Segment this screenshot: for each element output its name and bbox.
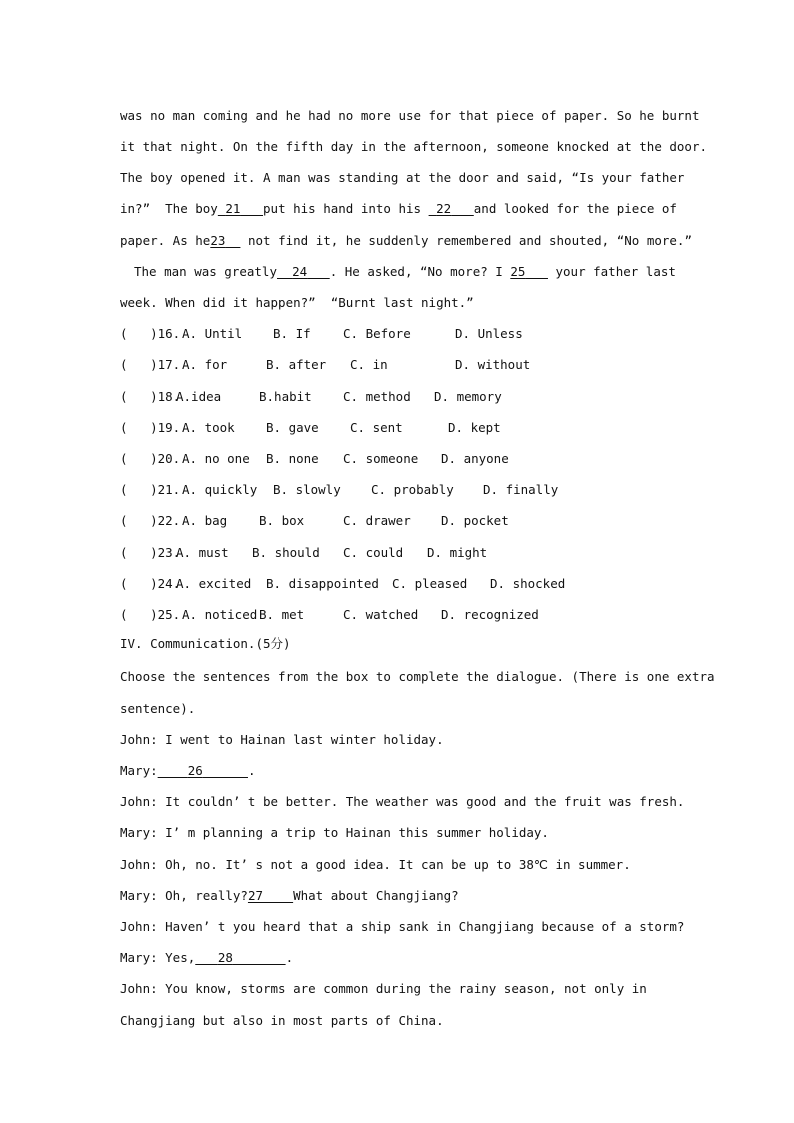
question-number: ( )24. [120,576,181,591]
option-a: A. took [182,420,235,435]
dialogue-line: Changjiang but also in most parts of China. [120,1013,444,1028]
option-b: B. none [266,451,319,466]
question-number: ( )18. [120,389,181,404]
option-c: C. method [343,389,411,404]
option-c: C. probably [371,482,454,497]
blank-number: 21 [225,201,241,216]
text: not find it, he suddenly remembered and shouted, “No more.” [240,233,692,248]
option-d: D. without [455,357,531,372]
speaker-text: Mary: Oh, really? [120,888,248,903]
text: . [247,763,256,778]
option-c: C. someone [343,451,419,466]
passage-line-2: it that night. On the fifth day in the afternoon, someone knocked at the door. [120,139,707,154]
dialogue-line: John: Haven’ t you heard that a ship sank in Changjiang because of a storm? [120,919,685,934]
blank-22 [429,201,474,216]
option-a: A. for [182,357,228,372]
option-b: B. should [252,545,320,560]
text: What about Changjiang? [293,888,459,903]
question-number: ( )25. [120,607,181,622]
dialogue-line: John: You know, storms are common during the rainy season, not only in [120,981,647,996]
question-number: ( )16. [120,326,181,341]
dialogue-line: John: It couldn’ t be better. The weather was good and the fruit was fresh. [120,794,685,809]
dialogue-line [120,950,293,966]
blank-26 [158,763,248,778]
option-a: A. bag [182,513,228,528]
option-c: C. sent [350,420,403,435]
option-d: D. might [427,545,488,560]
passage-line-4 [120,201,677,217]
option-c: C. watched [343,607,419,622]
text: and looked for the piece of [473,201,677,216]
dialogue-line: Mary: I’ m planning a trip to Hainan this summer holiday. [120,825,549,840]
option-c: C. could [343,545,404,560]
option-c: C. Before [343,326,411,341]
dialogue-line [120,888,459,904]
option-a: A. must [176,545,229,560]
option-b: B. disappointed [266,576,379,591]
option-c: C. in [350,357,388,372]
blank-number: 28 [217,950,233,965]
blank-28 [195,950,285,965]
blank-number: 25 [510,264,526,279]
dialogue-line: John: I went to Hainan last winter holiday. [120,732,444,747]
section-heading: IV. Communication.(5分) [120,636,291,651]
blank-number: 24 [292,264,308,279]
blank-number: 26 [187,763,203,778]
option-a: A. Until [182,326,243,341]
blank-25 [510,264,548,279]
passage-line-7: week. When did it happen?” “Burnt last night.” [120,295,474,310]
option-b: B. gave [266,420,319,435]
blank-24 [277,264,330,279]
option-a: A.idea [176,389,222,404]
instruction-line-1: Choose the sentences from the box to complete the dialogue. (There is one extra [120,669,715,684]
option-d: D. pocket [441,513,509,528]
instruction-line-2: sentence). [120,701,196,716]
text: put his hand into his [263,201,429,216]
option-b: B. after [266,357,327,372]
passage-line-6 [134,264,676,280]
text: . He asked, “No more? I [329,264,511,279]
blank-23 [210,233,240,248]
option-d: D. finally [483,482,559,497]
option-a: A. noticed [182,607,258,622]
blank-27 [248,888,293,903]
option-b: B.habit [259,389,312,404]
text: your father last [547,264,676,279]
option-a: A. no one [182,451,250,466]
option-a: A. excited [176,576,252,591]
speaker-text: Mary: [120,763,158,778]
passage-line-3: The boy opened it. A man was standing at the door and said, “Is your father [120,170,685,185]
question-number: ( )23. [120,545,181,560]
dialogue-line: John: Oh, no. It’ s not a good idea. It can be up to 38℃ in summer. [120,857,631,872]
option-d: D. kept [448,420,501,435]
option-d: D. memory [434,389,502,404]
text: The man was greatly [134,264,277,279]
blank-number: 22 [436,201,452,216]
option-a: A. quickly [182,482,258,497]
passage-line-5 [120,233,692,249]
text: in?” The boy [120,201,218,216]
passage-line-1: was no man coming and he had no more use for that piece of paper. So he burnt [120,108,700,123]
question-number: ( )19. [120,420,181,435]
question-number: ( )22. [120,513,181,528]
option-c: C. drawer [343,513,411,528]
option-b: B. If [273,326,311,341]
question-number: ( )20. [120,451,181,466]
option-d: D. shocked [490,576,566,591]
question-number: ( )17. [120,357,181,372]
option-b: B. met [259,607,305,622]
text: . [285,950,294,965]
option-b: B. slowly [273,482,341,497]
option-b: B. box [259,513,305,528]
speaker-text: Mary: Yes, [120,950,196,965]
option-d: D. Unless [455,326,523,341]
blank-number: 27 [247,888,263,903]
option-c: C. pleased [392,576,468,591]
option-d: D. anyone [441,451,509,466]
blank-number: 23 [210,233,226,248]
dialogue-line [120,763,256,779]
question-number: ( )21. [120,482,181,497]
blank-21 [218,201,263,216]
option-d: D. recognized [441,607,539,622]
text: paper. As he [120,233,211,248]
